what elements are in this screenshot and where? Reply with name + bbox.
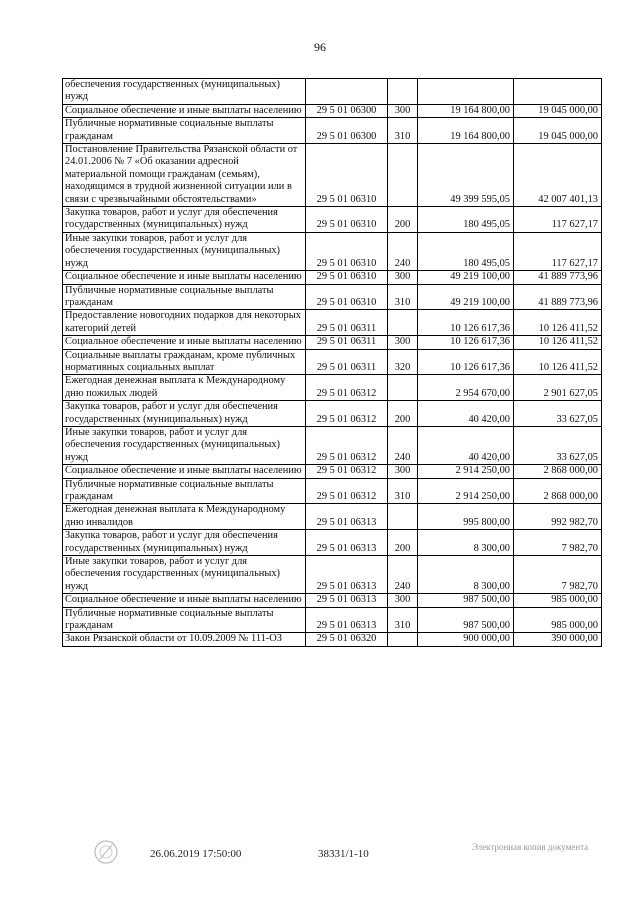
row-amount-2: 33 627,05: [514, 426, 602, 464]
row-amount-2: 10 126 411,52: [514, 310, 602, 336]
table-row: [63, 401, 602, 427]
row-code: 29 5 01 06312: [306, 426, 388, 464]
table-row: [63, 530, 602, 556]
row-type: 320: [388, 349, 418, 375]
row-name: Закупка товаров, работ и услуг для обеспечения государственных (муниципальных) нужд: [63, 530, 306, 556]
row-type: 240: [388, 556, 418, 594]
row-code: 29 5 01 06311: [306, 310, 388, 336]
table-row: [63, 478, 602, 504]
row-type: 300: [388, 104, 418, 117]
budget-table: [62, 78, 602, 647]
row-amount-2: 7 982,70: [514, 530, 602, 556]
row-name: Социальные выплаты гражданам, кроме публичных нормативных социальных выплат: [63, 349, 306, 375]
row-amount-2: 985 000,00: [514, 607, 602, 633]
row-code: 29 5 01 06312: [306, 401, 388, 427]
row-amount-2: 985 000,00: [514, 594, 602, 607]
row-type: 310: [388, 607, 418, 633]
row-type: [388, 633, 418, 646]
row-code: 29 5 01 06310: [306, 232, 388, 270]
footer-doc-number: 38331/1-10: [318, 848, 369, 860]
row-code: 29 5 01 06312: [306, 478, 388, 504]
row-amount-2: 10 126 411,52: [514, 349, 602, 375]
table-row: [63, 144, 602, 207]
row-name: Закон Рязанской области от 10.09.2009 № 111-ОЗ: [63, 633, 306, 646]
row-name: Постановление Правительства Рязанской области от 24.01.2006 № 7 «Об оказании адресной материальной помощи гражданам (семьям), находящимся в трудной жизненной ситуации или в связи с чрезвычайными обстоятельствами»: [63, 144, 306, 207]
row-amount-2: 41 889 773,96: [514, 284, 602, 310]
row-type: 300: [388, 271, 418, 284]
row-amount-2: 992 982,70: [514, 504, 602, 530]
row-amount-1: 49 399 595,05: [418, 144, 514, 207]
row-name: Ежегодная денежная выплата к Международному дню пожилых людей: [63, 375, 306, 401]
row-name: Социальное обеспечение и иные выплаты населению: [63, 271, 306, 284]
row-name: Публичные нормативные социальные выплаты гражданам: [63, 118, 306, 144]
row-amount-2: [514, 79, 602, 105]
row-name: Публичные нормативные социальные выплаты гражданам: [63, 607, 306, 633]
row-name: Социальное обеспечение и иные выплаты населению: [63, 104, 306, 117]
row-code: 29 5 01 06311: [306, 336, 388, 349]
row-amount-2: 42 007 401,13: [514, 144, 602, 207]
row-amount-1: 40 420,00: [418, 426, 514, 464]
row-name: Иные закупки товаров, работ и услуг для обеспечения государственных (муниципальных) нужд: [63, 426, 306, 464]
row-type: 200: [388, 530, 418, 556]
row-amount-1: 180 495,05: [418, 207, 514, 233]
row-amount-1: 2 914 250,00: [418, 465, 514, 478]
row-code: 29 5 01 06311: [306, 349, 388, 375]
row-amount-1: 19 164 800,00: [418, 104, 514, 117]
row-type: 200: [388, 207, 418, 233]
row-name: Предоставление новогодних подарков для некоторых категорий детей: [63, 310, 306, 336]
row-code: [306, 79, 388, 105]
table-row: [63, 633, 602, 646]
row-amount-1: 900 000,00: [418, 633, 514, 646]
row-amount-1: 2 954 670,00: [418, 375, 514, 401]
row-code: 29 5 01 06312: [306, 465, 388, 478]
table-row: [63, 594, 602, 607]
row-type: 300: [388, 594, 418, 607]
table-row: [63, 104, 602, 117]
table-row: [63, 118, 602, 144]
row-code: 29 5 01 06312: [306, 375, 388, 401]
row-code: 29 5 01 06310: [306, 284, 388, 310]
row-type: [388, 144, 418, 207]
table-row: [63, 426, 602, 464]
row-code: 29 5 01 06300: [306, 118, 388, 144]
table-row: [63, 79, 602, 105]
row-code: 29 5 01 06313: [306, 594, 388, 607]
row-code: 29 5 01 06310: [306, 271, 388, 284]
row-type: 200: [388, 401, 418, 427]
row-type: [388, 375, 418, 401]
row-amount-2: 19 045 000,00: [514, 118, 602, 144]
row-type: [388, 310, 418, 336]
row-amount-2: 390 000,00: [514, 633, 602, 646]
row-name: Закупка товаров, работ и услуг для обеспечения государственных (муниципальных) нужд: [63, 207, 306, 233]
row-amount-1: 10 126 617,36: [418, 336, 514, 349]
row-name: Иные закупки товаров, работ и услуг для обеспечения государственных (муниципальных) нужд: [63, 556, 306, 594]
table-row: [63, 349, 602, 375]
table-row: [63, 271, 602, 284]
row-type: 300: [388, 465, 418, 478]
row-type: 300: [388, 336, 418, 349]
table-row: [63, 232, 602, 270]
table-row: [63, 556, 602, 594]
row-type: [388, 504, 418, 530]
table-row: [63, 207, 602, 233]
row-name: Социальное обеспечение и иные выплаты населению: [63, 594, 306, 607]
row-name: Публичные нормативные социальные выплаты гражданам: [63, 284, 306, 310]
row-type: 310: [388, 118, 418, 144]
row-amount-2: 2 868 000,00: [514, 478, 602, 504]
table-row: [63, 310, 602, 336]
row-code: 29 5 01 06313: [306, 530, 388, 556]
row-amount-1: 40 420,00: [418, 401, 514, 427]
row-amount-1: 987 500,00: [418, 594, 514, 607]
row-name: Социальное обеспечение и иные выплаты населению: [63, 465, 306, 478]
table-row: [63, 284, 602, 310]
row-name: Социальное обеспечение и иные выплаты населению: [63, 336, 306, 349]
row-name: Публичные нормативные социальные выплаты гражданам: [63, 478, 306, 504]
row-amount-1: 180 495,05: [418, 232, 514, 270]
row-amount-2: 2 901 627,05: [514, 375, 602, 401]
row-name: обеспечения государственных (муниципальных) нужд: [63, 79, 306, 105]
row-amount-1: 8 300,00: [418, 556, 514, 594]
row-type: 240: [388, 232, 418, 270]
footer-date: 26.06.2019 17:50:00: [150, 848, 242, 860]
table-row: [63, 504, 602, 530]
table-row: [63, 465, 602, 478]
row-amount-1: [418, 79, 514, 105]
row-code: 29 5 01 06313: [306, 556, 388, 594]
row-amount-1: 49 219 100,00: [418, 284, 514, 310]
row-name: Иные закупки товаров, работ и услуг для обеспечения государственных (муниципальных) нужд: [63, 232, 306, 270]
row-amount-1: 19 164 800,00: [418, 118, 514, 144]
row-amount-2: 33 627,05: [514, 401, 602, 427]
table-row: [63, 375, 602, 401]
row-amount-1: 2 914 250,00: [418, 478, 514, 504]
row-amount-2: 117 627,17: [514, 207, 602, 233]
row-amount-2: 41 889 773,96: [514, 271, 602, 284]
row-type: 310: [388, 478, 418, 504]
row-code: 29 5 01 06313: [306, 504, 388, 530]
row-amount-1: 10 126 617,36: [418, 349, 514, 375]
row-code: 29 5 01 06310: [306, 207, 388, 233]
row-amount-1: 995 800,00: [418, 504, 514, 530]
row-name: Ежегодная денежная выплата к Международному дню инвалидов: [63, 504, 306, 530]
row-code: 29 5 01 06320: [306, 633, 388, 646]
row-amount-2: 117 627,17: [514, 232, 602, 270]
row-amount-1: 987 500,00: [418, 607, 514, 633]
row-type: 240: [388, 426, 418, 464]
table-row: [63, 607, 602, 633]
row-name: Закупка товаров, работ и услуг для обеспечения государственных (муниципальных) нужд: [63, 401, 306, 427]
row-code: 29 5 01 06300: [306, 104, 388, 117]
row-code: 29 5 01 06313: [306, 607, 388, 633]
page-number: 96: [314, 40, 326, 54]
row-amount-1: 49 219 100,00: [418, 271, 514, 284]
row-amount-1: 10 126 617,36: [418, 310, 514, 336]
budget-table-body: [63, 79, 602, 647]
row-type: 310: [388, 284, 418, 310]
row-amount-2: 19 045 000,00: [514, 104, 602, 117]
document-stamp-icon: [92, 838, 120, 866]
row-code: 29 5 01 06310: [306, 144, 388, 207]
table-row: [63, 336, 602, 349]
row-amount-1: 8 300,00: [418, 530, 514, 556]
row-type: [388, 79, 418, 105]
row-amount-2: 7 982,70: [514, 556, 602, 594]
row-amount-2: 10 126 411,52: [514, 336, 602, 349]
electronic-copy-stamp: Электронная копия документа: [471, 842, 589, 852]
row-amount-2: 2 868 000,00: [514, 465, 602, 478]
